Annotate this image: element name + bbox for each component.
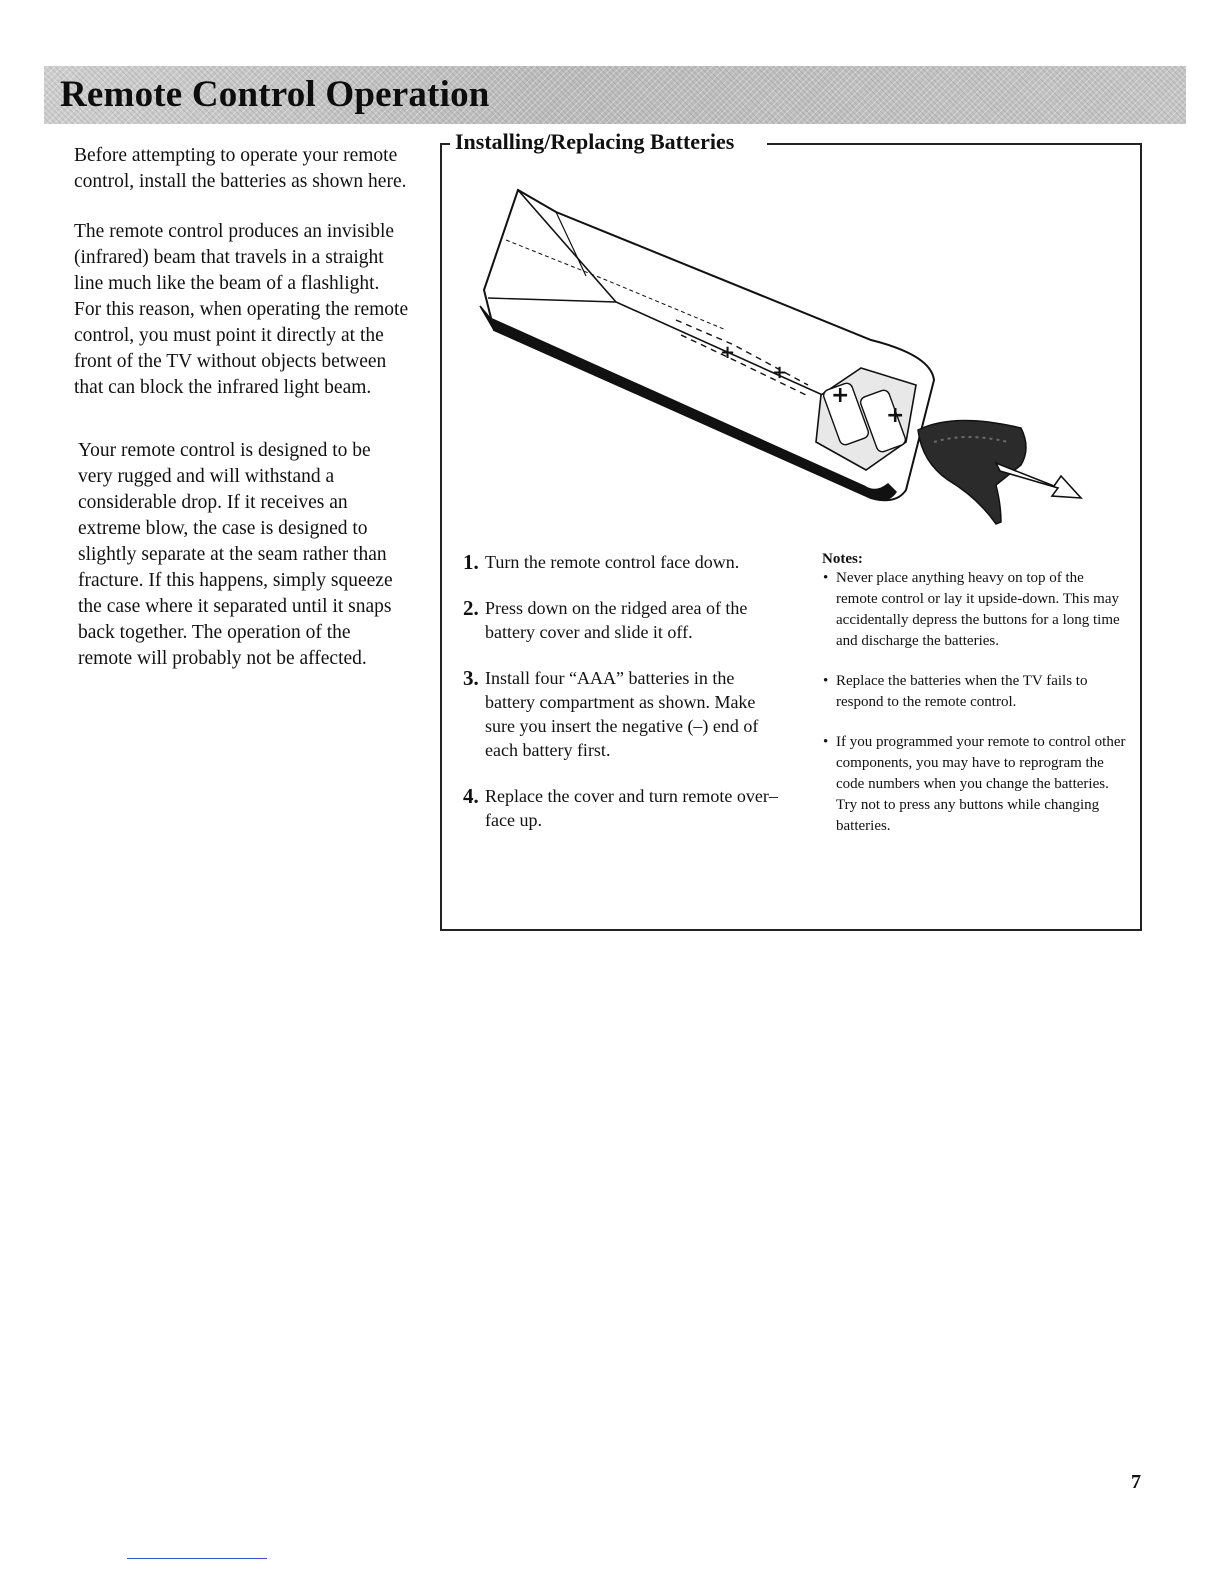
note-item — [822, 732, 1127, 837]
step-item — [463, 666, 783, 762]
notes-list — [822, 568, 1127, 837]
notes-panel — [822, 550, 1127, 856]
note-text: Never place anything heavy on top of the remote control or lay it upside-down. This may accidentally depress the buttons for a long time and discharge the batteries. — [836, 570, 1120, 649]
frame-top-left-rule — [440, 143, 450, 145]
note-text: Replace the batteries when the TV fails to respond to the remote control. — [836, 673, 1088, 710]
frame-top-right-rule — [767, 143, 1142, 145]
step-number: 4. — [463, 784, 479, 808]
page-number: 7 — [1131, 1471, 1141, 1493]
steps-list — [463, 550, 783, 854]
step-text: Replace the cover and turn remote over–face up. — [485, 786, 778, 830]
step-text: Install four “AAA” batteries in the battery compartment as shown. Make sure you insert the negative (–) end of each battery first. — [485, 668, 759, 760]
battery-guide-mark: + — [772, 362, 788, 383]
intro-text — [74, 143, 409, 696]
step-text: Turn the remote control face down. — [485, 552, 740, 572]
step-text: Press down on the ridged area of the battery cover and slide it off. — [485, 598, 748, 642]
note-item — [822, 671, 1127, 713]
intro-paragraph: The remote control produces an invisible (infrared) beam that travels in a straight line much like the beam of a flashlight. For this reason, when operating the remote control, you must point it directly at the front of the TV without objects between that can block the infrared light beam. — [74, 221, 409, 398]
slide-arrow — [996, 463, 1081, 498]
bullet-icon: • — [823, 734, 829, 750]
battery-guide-mark: + — [720, 342, 736, 363]
notes-title: Notes: — [822, 551, 863, 567]
step-number: 3. — [463, 666, 479, 690]
step-number: 2. — [463, 596, 479, 620]
battery-polarity-mark: + — [886, 403, 905, 428]
bullet-icon: • — [823, 673, 829, 689]
intro-paragraph: Your remote control is designed to be very rugged and will withstand a considerable drop. If it receives an extreme blow, the case is designed to slightly separate at the seam rather than fracture. If this happens, simply squeeze the case where it separated until it snaps back together. The operation of the remote will probably not be affected. — [78, 440, 393, 669]
note-item — [822, 568, 1127, 652]
note-text: If you programmed your remote to control other components, you may have to reprogram the code numbers when you change the batteries. Try not to press any buttons while changing batteries. — [836, 734, 1126, 834]
step-item — [463, 550, 783, 574]
page-title: Remote Control Operation — [60, 74, 490, 115]
battery-polarity-mark: + — [831, 383, 850, 408]
intro-paragraph: Before attempting to operate your remote control, install the batteries as shown here. — [74, 145, 407, 192]
footer-rule — [127, 1558, 267, 1559]
remote-battery-illustration — [476, 180, 1086, 530]
section-title: Installing/Replacing Batteries — [455, 127, 740, 157]
bullet-icon: • — [823, 570, 829, 586]
step-item — [463, 596, 783, 644]
step-item — [463, 784, 783, 832]
step-number: 1. — [463, 550, 479, 574]
